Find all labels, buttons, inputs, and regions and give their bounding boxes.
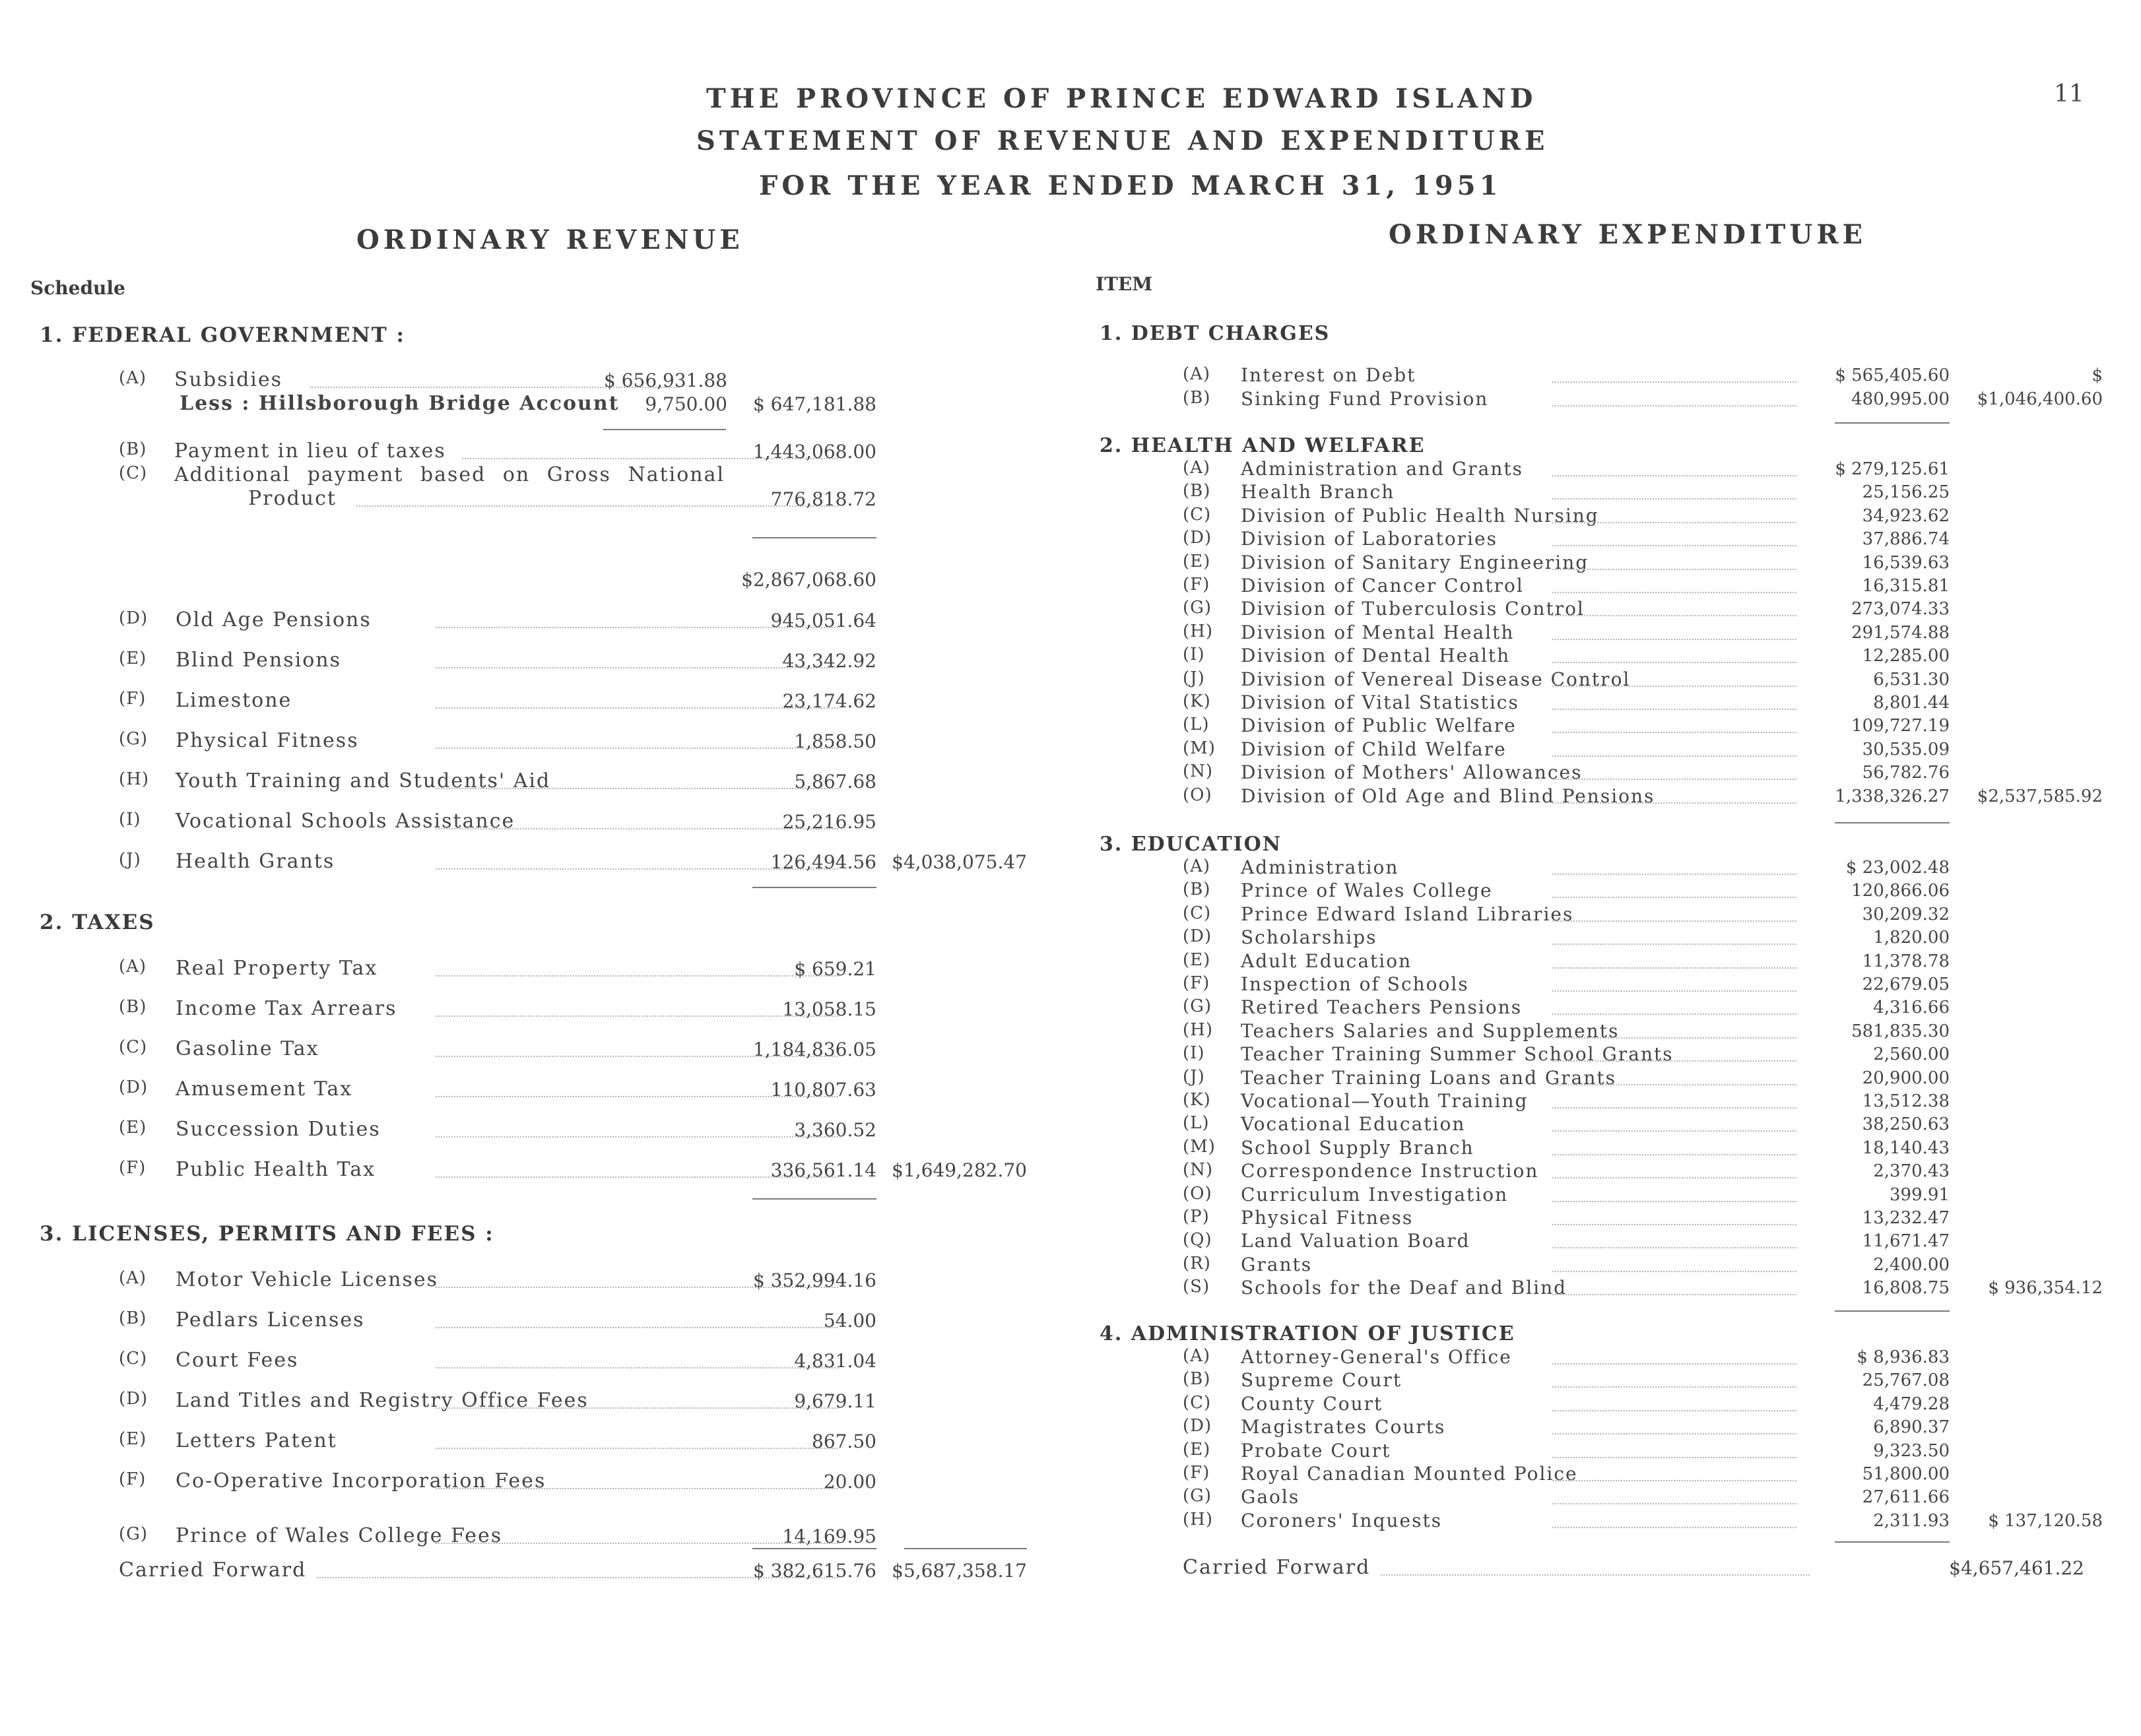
license-item-row — [119, 1268, 1043, 1295]
justice-item-amount: 9,323.50 — [1873, 1440, 1950, 1461]
item-label: Grants — [1241, 1253, 1313, 1275]
health-item-row — [1183, 458, 2107, 484]
expenditure-title: ORDINARY EXPENDITURE — [1389, 219, 1867, 250]
item-label: Division of Public Health Nursing — [1241, 504, 1599, 527]
education-item-amount: 13,232.47 — [1862, 1208, 1950, 1228]
health-item-row — [1183, 575, 2107, 601]
health-item-amount: 12,285.00 — [1862, 646, 1950, 666]
item-label: Old Age Pensions — [176, 608, 372, 631]
health-item-row — [1183, 505, 2107, 531]
license-item-row — [119, 1349, 1043, 1375]
item-label: Land Valuation Board — [1241, 1230, 1470, 1252]
item-letter: (L) — [1183, 715, 1210, 735]
expenditure-carried-forward-row — [1183, 1556, 1843, 1582]
education-item-amount: $ 23,002.48 — [1845, 858, 1950, 878]
payment-lieu-amount: 1,443,068.00 — [752, 441, 876, 463]
item-label: Court Fees — [176, 1349, 299, 1372]
item-label: Income Tax Arrears — [176, 997, 397, 1020]
item-label: Adult Education — [1241, 949, 1412, 972]
education-item-row — [1183, 856, 2107, 883]
health-item-amount: 37,886.74 — [1862, 529, 1950, 550]
license-item-row — [119, 1389, 1043, 1415]
item-label: Retired Teachers Pensions — [1241, 996, 1523, 1019]
item-label: Administration — [1241, 856, 1399, 878]
license-item-row — [119, 1429, 1043, 1456]
federal-item-row — [119, 649, 1043, 675]
health-item-row — [1183, 598, 2107, 624]
item-label: Subsidies — [174, 368, 283, 391]
item-label: County Court — [1241, 1392, 1383, 1415]
item-letter: (C) — [1183, 903, 1212, 923]
item-letter: (E) — [1183, 1439, 1211, 1460]
item-letter: (B) — [1183, 481, 1211, 501]
health-item-amount: 34,923.62 — [1862, 505, 1950, 526]
item-label: Prince of Wales College — [1241, 880, 1493, 902]
item-letter: (B) — [119, 1308, 147, 1328]
education-item-row — [1183, 996, 2107, 1023]
item-letter: (H) — [1183, 1019, 1213, 1040]
education-item-amount: 22,679.05 — [1862, 975, 1950, 994]
education-item-row — [1183, 903, 2107, 930]
item-letter: (C) — [1183, 1392, 1212, 1413]
justice-heading: 4. ADMINISTRATION OF JUSTICE — [1100, 1322, 1515, 1345]
tax-item-total: $1,649,282.70 — [892, 1159, 1027, 1181]
item-label: Blind Pensions — [176, 649, 341, 672]
item-letter: (D) — [1183, 1416, 1212, 1436]
item-label: Health Branch — [1241, 481, 1395, 503]
item-label: Vocational—Youth Training — [1241, 1090, 1529, 1112]
tax-item-amount: 1,184,836.05 — [752, 1039, 876, 1060]
debt-item-total: $1,046,400.60 — [1977, 389, 2103, 409]
justice-item-row — [1183, 1369, 2107, 1396]
report-title-line-1: THE PROVINCE OF PRINCE EDWARD ISLAND — [706, 83, 1537, 114]
education-item-row — [1183, 880, 2107, 906]
justice-item-row — [1183, 1440, 2107, 1466]
item-label: Physical Fitness — [176, 729, 359, 752]
item-label: Succession Duties — [176, 1118, 381, 1141]
item-letter: (G) — [1183, 598, 1212, 618]
item-letter: (F) — [119, 1158, 147, 1178]
item-label: Division of Laboratories — [1241, 528, 1498, 550]
federal-item-amount: 126,494.56 — [770, 851, 876, 873]
education-item-amount: 18,140.43 — [1862, 1138, 1950, 1158]
education-item-row — [1183, 1230, 2107, 1256]
item-label: Correspondence Instruction — [1241, 1160, 1539, 1182]
subsidies-amount: $ 656,931.88 — [603, 370, 727, 391]
item-letter: (E) — [119, 1118, 147, 1138]
item-letter: (O) — [1183, 1183, 1212, 1204]
item-letter: (H) — [1183, 1509, 1213, 1529]
federal-item-amount: 5,867.68 — [794, 771, 876, 792]
education-item-amount: 399.91 — [1890, 1184, 1950, 1205]
item-label: Division of Cancer Control — [1241, 575, 1524, 596]
item-label: Pedlars Licenses — [176, 1308, 365, 1332]
federal-subtotal: $2,867,068.60 — [741, 569, 876, 591]
item-column-label: ITEM — [1096, 273, 1153, 295]
item-letter: (F) — [119, 689, 147, 709]
item-letter: (I) — [119, 810, 141, 829]
federal-item-amount: 25,216.95 — [782, 811, 876, 833]
education-item-amount: 16,808.75 — [1862, 1278, 1950, 1299]
item-label: Additional payment based on Gross National — [174, 463, 725, 486]
item-letter: (O) — [1183, 785, 1212, 805]
health-item-amount: 56,782.76 — [1862, 763, 1950, 783]
education-item-total: $ 936,354.12 — [1988, 1278, 2103, 1299]
health-item-amount: 273,074.33 — [1851, 599, 1950, 620]
license-item-amount: 54.00 — [823, 1310, 876, 1332]
item-label: Vocational Education — [1241, 1113, 1466, 1136]
item-label: Curriculum Investigation — [1241, 1183, 1509, 1206]
item-letter: (L) — [1183, 1113, 1210, 1134]
justice-item-amount: 27,611.66 — [1862, 1487, 1950, 1508]
item-label: Payment in lieu of taxes — [174, 439, 446, 463]
item-label: Teachers Salaries and Supplements — [1241, 1019, 1620, 1042]
justice-item-amount: 6,890.37 — [1873, 1417, 1950, 1438]
federal-item-amount: 1,858.50 — [794, 730, 876, 752]
page-number: 11 — [2054, 80, 2084, 108]
license-item-row — [119, 1308, 1043, 1335]
health-item-amount: 25,156.25 — [1862, 482, 1950, 503]
license-item-amount: 14,169.95 — [782, 1526, 876, 1547]
item-label: Supreme Court — [1241, 1369, 1402, 1392]
item-letter: (G) — [1183, 1486, 1212, 1506]
item-label: Letters Patent — [176, 1429, 337, 1452]
item-letter: (A) — [1183, 458, 1211, 478]
item-label: School Supply Branch — [1241, 1136, 1474, 1159]
item-letter: (H) — [119, 769, 149, 789]
debt-item-total: $ — [2092, 366, 2103, 385]
health-item-amount: 6,531.30 — [1873, 669, 1950, 690]
federal-item-row — [119, 689, 1043, 715]
item-letter: (D) — [1183, 926, 1212, 947]
item-label: Teacher Training Loans and Grants — [1241, 1066, 1616, 1089]
item-label: Motor Vehicle Licenses — [176, 1268, 438, 1291]
item-label: Gaols — [1241, 1486, 1300, 1508]
education-item-amount: 20,900.00 — [1862, 1068, 1950, 1088]
item-letter: (E) — [119, 1429, 147, 1449]
license-item-row — [119, 1524, 1043, 1551]
item-label: Health Grants — [176, 850, 335, 873]
report-title-line-3: FOR THE YEAR ENDED MARCH 31, 1951 — [759, 170, 1502, 201]
item-label: Real Property Tax — [176, 957, 378, 980]
item-letter: (J) — [119, 850, 141, 870]
education-item-row — [1183, 1113, 2107, 1140]
item-letter: (M) — [1183, 1136, 1216, 1157]
item-label: Prince of Wales College Fees — [176, 1524, 503, 1547]
item-letter: (A) — [119, 957, 147, 977]
education-item-row — [1183, 1137, 2107, 1163]
tax-item-amount: 13,058.15 — [782, 998, 876, 1020]
health-item-amount: 8,801.44 — [1873, 693, 1950, 713]
federal-item-row — [119, 608, 1043, 635]
item-label: Attorney-General's Office — [1241, 1346, 1512, 1368]
tax-item-amount: 3,360.52 — [794, 1119, 876, 1141]
schedule-label: Schedule — [30, 277, 125, 299]
health-item-row — [1183, 668, 2107, 695]
item-letter: (F) — [1183, 575, 1210, 595]
item-label: Scholarships — [1241, 926, 1377, 949]
tax-item-amount: $ 659.21 — [794, 958, 876, 980]
item-label: Vocational Schools Assistance — [176, 810, 515, 833]
health-item-row — [1183, 481, 2107, 507]
item-label: Division of Sanitary Engineering — [1241, 551, 1589, 573]
health-item-row — [1183, 645, 2107, 671]
item-letter: (A) — [1183, 364, 1211, 384]
item-label-cont: Product — [248, 487, 337, 510]
license-item-amount: 20.00 — [823, 1471, 876, 1493]
carried-forward-label: Carried Forward — [1183, 1556, 1371, 1579]
federal-item-row — [119, 729, 1043, 755]
item-letter: (K) — [1183, 691, 1211, 711]
education-item-row — [1183, 1090, 2107, 1116]
item-letter: (N) — [1183, 761, 1214, 782]
education-item-row — [1183, 1067, 2107, 1093]
item-letter: (N) — [1183, 1160, 1214, 1180]
item-letter: (R) — [1183, 1253, 1211, 1273]
item-letter: (I) — [1183, 645, 1205, 665]
health-item-amount: 291,574.88 — [1851, 622, 1950, 643]
debt-item-amount: 480,995.00 — [1851, 389, 1950, 409]
health-item-total: $2,537,585.92 — [1977, 786, 2103, 806]
tax-item-row — [119, 1118, 1043, 1144]
item-letter: (P) — [1183, 1207, 1210, 1227]
health-item-amount: $ 279,125.61 — [1835, 459, 1950, 479]
education-item-row — [1183, 1207, 2107, 1233]
item-letter: (G) — [119, 1524, 148, 1544]
justice-item-amount: 4,479.28 — [1873, 1394, 1950, 1414]
education-item-row — [1183, 1160, 2107, 1186]
item-label: Division of Old Age and Blind Pensions — [1241, 785, 1655, 807]
federal-heading: 1. FEDERAL GOVERNMENT : — [40, 323, 406, 347]
education-item-row — [1183, 926, 2107, 953]
item-label: Division of Public Welfare — [1241, 715, 1517, 737]
federal-item-row — [119, 810, 1043, 836]
item-letter: (D) — [119, 1389, 148, 1409]
education-item-row — [1183, 1020, 2107, 1046]
education-heading: 3. EDUCATION — [1100, 833, 1282, 856]
item-label: Inspection of Schools — [1241, 973, 1469, 995]
taxes-heading: 2. TAXES — [40, 911, 155, 934]
tax-item-row — [119, 997, 1043, 1023]
justice-item-row — [1183, 1463, 2107, 1489]
item-label: Division of Mothers' Allowances — [1241, 761, 1583, 784]
item-label: Division of Venereal Disease Control — [1241, 668, 1631, 690]
item-label: Sinking Fund Provision — [1241, 388, 1489, 410]
item-letter: (E) — [119, 649, 147, 668]
license-item-amount: 4,831.04 — [794, 1350, 876, 1372]
item-letter: (F) — [119, 1469, 147, 1489]
education-item-amount: 1,820.00 — [1873, 928, 1950, 948]
item-letter: (B) — [1183, 1369, 1211, 1390]
tax-item-row — [119, 957, 1043, 983]
item-label: Division of Mental Health — [1241, 621, 1515, 643]
education-item-row — [1183, 950, 2107, 977]
justice-item-amount: 2,311.93 — [1873, 1510, 1950, 1531]
education-item-amount: 30,209.32 — [1862, 904, 1950, 924]
item-label: Probate Court — [1241, 1439, 1391, 1462]
payment-lieu-row — [119, 439, 1043, 466]
less-amount: 9,750.00 — [645, 393, 727, 415]
health-item-row — [1183, 622, 2107, 648]
item-letter: (A) — [119, 1268, 147, 1288]
health-item-amount: 30,535.09 — [1862, 739, 1950, 759]
tax-item-amount: 336,561.14 — [770, 1159, 876, 1181]
expenditure-carried-forward-total: $4,657,461.22 — [1949, 1557, 2084, 1579]
health-item-row — [1183, 715, 2107, 741]
justice-item-row — [1183, 1486, 2107, 1512]
federal-item-amount: 23,174.62 — [782, 690, 876, 712]
revenue-title: ORDINARY REVENUE — [356, 224, 744, 255]
additional-payment-amount: 776,818.72 — [770, 488, 876, 510]
education-item-amount: 11,378.78 — [1862, 951, 1950, 971]
report-title-line-2: STATEMENT OF REVENUE AND EXPENDITURE — [696, 125, 1549, 156]
justice-item-amount: $ 8,936.83 — [1857, 1347, 1950, 1367]
education-item-row — [1183, 1254, 2107, 1280]
item-letter: (B) — [119, 439, 147, 459]
license-item-amount: 867.50 — [812, 1431, 876, 1452]
item-label: Division of Vital Statistics — [1241, 691, 1519, 713]
health-item-row — [1183, 691, 2107, 718]
revenue-carried-forward-total: $5,687,358.17 — [892, 1560, 1027, 1582]
item-label: Prince Edward Island Libraries — [1241, 903, 1574, 925]
item-label: Interest on Debt — [1241, 364, 1416, 386]
license-item-amount: 9,679.11 — [794, 1390, 876, 1412]
item-label: Limestone — [176, 689, 292, 712]
federal-item-amount: 43,342.92 — [782, 650, 876, 672]
education-item-amount: 2,370.43 — [1873, 1161, 1950, 1182]
item-letter: (A) — [1183, 856, 1211, 876]
item-letter: (D) — [119, 608, 148, 628]
federal-item-total: $4,038,075.47 — [892, 851, 1027, 873]
item-letter: (A) — [119, 368, 147, 388]
item-letter: (F) — [1183, 973, 1210, 993]
item-letter: (F) — [1183, 1463, 1210, 1483]
item-label: Division of Tuberculosis Control — [1241, 598, 1585, 620]
item-letter: (D) — [1183, 528, 1212, 548]
item-label: Teacher Training Summer School Grants — [1241, 1043, 1674, 1066]
item-label: Youth Training and Students' Aid — [176, 769, 551, 792]
debt-heading: 1. DEBT CHARGES — [1100, 322, 1331, 345]
health-item-amount: 16,539.63 — [1862, 552, 1950, 573]
net-subsidies-amount: $ 647,181.88 — [752, 393, 876, 415]
justice-item-row — [1183, 1393, 2107, 1419]
item-letter: (H) — [1183, 621, 1213, 641]
item-letter: (C) — [119, 1349, 148, 1368]
item-letter: (A) — [1183, 1346, 1211, 1366]
item-letter: (C) — [1183, 504, 1212, 525]
license-item-row — [119, 1469, 1043, 1496]
item-label: Amusement Tax — [176, 1077, 353, 1101]
item-label: Schools for the Deaf and Blind — [1241, 1277, 1567, 1299]
item-label: Coroners' Inquests — [1241, 1509, 1443, 1531]
item-label: Administration and Grants — [1241, 458, 1523, 480]
item-letter: (K) — [1183, 1090, 1211, 1110]
education-item-amount: 581,835.30 — [1851, 1021, 1950, 1041]
item-label: Division of Dental Health — [1241, 645, 1511, 667]
education-item-row — [1183, 973, 2107, 1000]
less-label: Less : Hillsborough Bridge Account — [180, 392, 620, 415]
tax-item-row — [119, 1077, 1043, 1104]
item-label: Physical Fitness — [1241, 1207, 1414, 1229]
education-item-row — [1183, 1184, 2107, 1210]
justice-item-amount: 25,767.08 — [1862, 1370, 1950, 1391]
additional-payment-row — [119, 463, 1043, 516]
item-label: Public Health Tax — [176, 1158, 376, 1181]
item-label: Gasoline Tax — [176, 1037, 319, 1060]
item-letter: (M) — [1183, 738, 1216, 758]
item-letter: (J) — [1183, 1066, 1205, 1087]
item-letter: (G) — [119, 729, 148, 749]
health-item-amount: 1,338,326.27 — [1835, 786, 1950, 806]
health-item-amount: 109,727.19 — [1851, 716, 1950, 736]
item-label: Land Titles and Registry Office Fees — [176, 1389, 589, 1412]
justice-item-row — [1183, 1346, 2107, 1372]
item-letter: (I) — [1183, 1043, 1205, 1064]
health-item-row — [1183, 552, 2107, 578]
item-label: Magistrates Courts — [1241, 1416, 1446, 1438]
education-item-amount: 2,560.00 — [1873, 1045, 1950, 1065]
item-letter: (G) — [1183, 996, 1212, 1017]
item-letter: (S) — [1183, 1277, 1210, 1297]
item-letter: (C) — [119, 1037, 148, 1057]
licenses-heading: 3. LICENSES, PERMITS AND FEES : — [40, 1222, 494, 1246]
education-item-amount: 120,866.06 — [1851, 881, 1950, 901]
federal-item-row — [119, 769, 1043, 796]
federal-item-amount: 945,051.64 — [770, 610, 876, 631]
item-label: Division of Child Welfare — [1241, 738, 1507, 760]
item-label: Royal Canadian Mounted Police — [1241, 1463, 1578, 1485]
debt-item-amount: $ 565,405.60 — [1835, 366, 1950, 385]
item-letter: (Q) — [1183, 1230, 1212, 1250]
education-item-amount: 13,512.38 — [1862, 1091, 1950, 1111]
health-item-row — [1183, 738, 2107, 765]
license-item-amount: $ 352,994.16 — [752, 1270, 876, 1291]
tax-item-row — [119, 1037, 1043, 1064]
carried-forward-label: Carried Forward — [119, 1559, 307, 1582]
justice-item-amount: 51,800.00 — [1862, 1464, 1950, 1484]
item-letter: (B) — [1183, 880, 1211, 900]
item-letter: (C) — [119, 463, 148, 483]
health-item-amount: 16,315.81 — [1862, 576, 1950, 596]
item-letter: (B) — [119, 997, 147, 1017]
health-heading: 2. HEALTH AND WELFARE — [1100, 434, 1426, 457]
health-item-row — [1183, 528, 2107, 554]
health-item-row — [1183, 761, 2107, 788]
education-item-amount: 38,250.63 — [1862, 1114, 1950, 1135]
item-letter: (E) — [1183, 551, 1211, 571]
justice-item-total: $ 137,120.58 — [1988, 1510, 2103, 1531]
education-item-amount: 2,400.00 — [1873, 1254, 1950, 1275]
item-letter: (J) — [1183, 668, 1205, 688]
item-letter: (E) — [1183, 949, 1211, 970]
tax-item-amount: 110,807.63 — [770, 1079, 876, 1101]
item-letter: (B) — [1183, 388, 1211, 408]
item-letter: (D) — [119, 1077, 148, 1097]
justice-item-row — [1183, 1416, 2107, 1442]
education-item-amount: 11,671.47 — [1862, 1231, 1950, 1252]
education-item-row — [1183, 1043, 2107, 1070]
revenue-carried-forward-amount: $ 382,615.76 — [752, 1560, 876, 1582]
item-label: Co-Operative Incorporation Fees — [176, 1469, 546, 1493]
education-item-amount: 4,316.66 — [1873, 998, 1950, 1018]
